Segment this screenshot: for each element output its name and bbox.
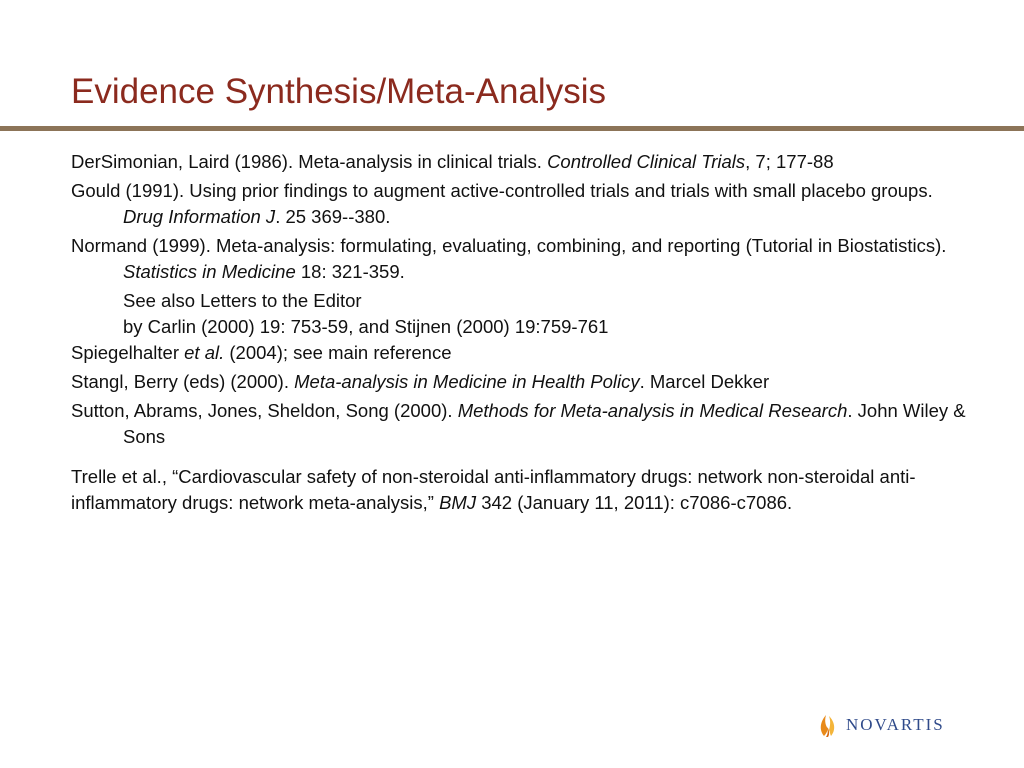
reference-normand (71, 233, 971, 285)
journal-title: Statistics in Medicine (123, 261, 296, 282)
reference-text: Stangl, Berry (eds) (2000). (71, 371, 295, 392)
slide-title: Evidence Synthesis/Meta-Analysis (71, 72, 606, 111)
reference-citation: 18: 321-359. (295, 261, 405, 282)
novartis-logo (818, 712, 945, 738)
book-title: Methods for Meta-analysis in Medical Research (457, 400, 848, 421)
journal-title: Controlled Clinical Trials (547, 151, 746, 172)
see-also-line: See also Letters to the Editor (123, 290, 362, 311)
see-also-letters: by Carlin (2000) 19: 753-59, and Stijnen (2000) 19:759-761 (123, 316, 609, 337)
reference-stangl (71, 369, 971, 395)
journal-title: BMJ (439, 492, 477, 513)
novartis-wordmark: NOVARTIS (846, 715, 945, 734)
et-al: et al. (184, 342, 225, 363)
reference-citation: , 7; 177-88 (745, 151, 834, 172)
reference-text: Normand (1999). Meta-analysis: formulating, evaluating, combining, and reporting (Tutorial in Biostatistics). (71, 235, 947, 256)
novartis-flame-icon (818, 712, 838, 738)
title-divider (0, 126, 1024, 131)
reference-spiegelhalter (71, 340, 971, 366)
reference-text: DerSimonian, Laird (1986). Meta-analysis in clinical trials. (71, 151, 548, 172)
reference-publisher: . Marcel Dekker (639, 371, 770, 392)
references-list (71, 149, 971, 516)
reference-sutton (71, 398, 971, 450)
reference-citation: . 25 369--380. (275, 206, 391, 227)
journal-title: Drug Information J (123, 206, 276, 227)
reference-gould (71, 178, 971, 230)
reference-citation: 342 (January 11, 2011): c7086-c7086. (476, 492, 793, 513)
reference-trelle (71, 464, 941, 516)
reference-publisher: . John Wiley & Sons (123, 400, 966, 447)
book-title: Meta-analysis in Medicine in Health Policy (294, 371, 640, 392)
see-also-note (71, 288, 971, 340)
reference-text: Trelle et al., “Cardiovascular safety of non-steroidal anti-inflammatory drugs: network non-steroidal anti-inflammatory drugs: network meta-analysis,” (71, 466, 916, 513)
reference-text: Gould (1991). Using prior findings to augment active-controlled trials and trials with small placebo groups. (71, 180, 933, 201)
reference-citation: (2004); see main reference (224, 342, 452, 363)
reference-text: Sutton, Abrams, Jones, Sheldon, Song (2000). (71, 400, 458, 421)
reference-text: Spiegelhalter (71, 342, 185, 363)
reference-dersimonian (71, 149, 971, 175)
